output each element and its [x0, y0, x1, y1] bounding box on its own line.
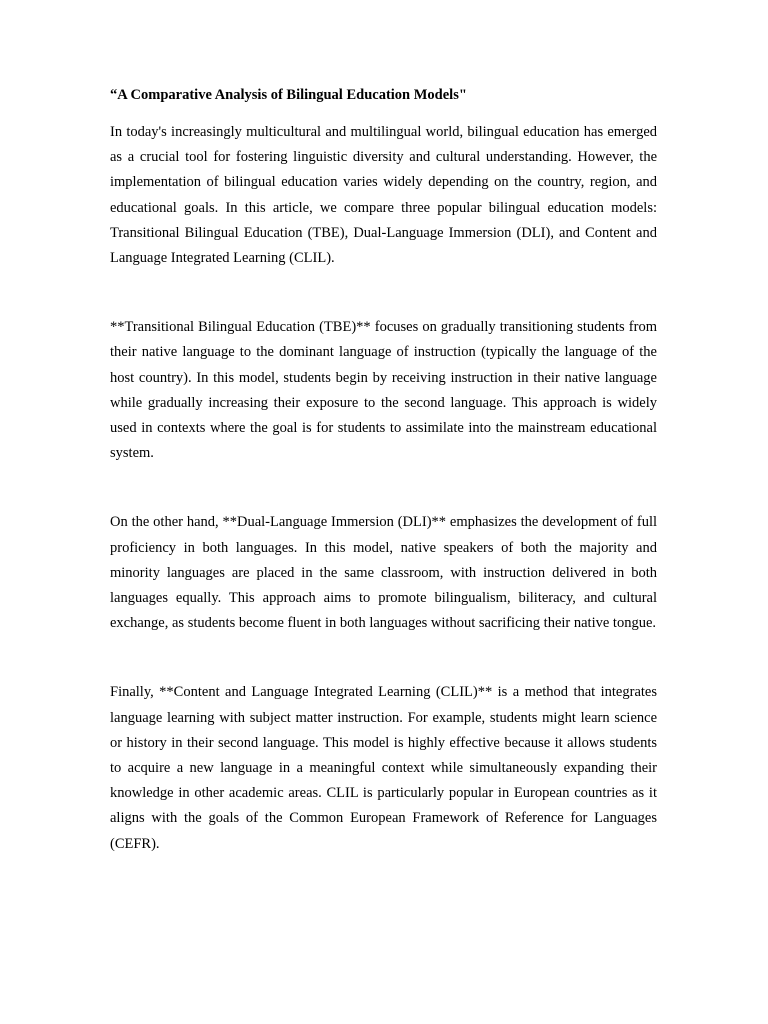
document-body — [110, 84, 657, 857]
paragraph-clil: Finally, **Content and Language Integrated Learning (CLIL)** is a method that integrates language learning with subject matter instruction. For example, students might learn science or history in their second language. This model is highly effective because it allows students to acquire a new language in a meaningful context while simultaneously expanding their knowledge in other academic areas. CLIL is particularly popular in European countries as it aligns with the goals of the Common European Framework of Reference for Languages (CEFR). — [110, 684, 657, 852]
paragraph-introduction: In today's increasingly multicultural and multilingual world, bilingual education has emerged as a crucial tool for fostering linguistic diversity and cultural understanding. However, the implementation of bilingual education varies widely depending on the country, region, and educational goals. In this article, we compare three popular bilingual education models: Transitional Bilingual Education (TBE), Dual-Language Immersion (DLI), and Content and Language Integrated Learning (CLIL). — [110, 124, 657, 267]
paragraph-dli: On the other hand, **Dual-Language Immersion (DLI)** emphasizes the development of full proficiency in both languages. In this model, native speakers of both the majority and minority languages are placed in the same classroom, with instruction delivered in both languages equally. This approach aims to promote bilingualism, biliteracy, and cultural exchange, as students become fluent in both languages without sacrificing their native tongue. — [110, 514, 657, 632]
document-title: “A Comparative Analysis of Bilingual Education Models" — [110, 87, 467, 103]
paragraph-tbe: **Transitional Bilingual Education (TBE)** focuses on gradually transitioning students from their native language to the dominant language of instruction (typically the language of the host country). In this model, students begin by receiving instruction in their native language while gradually increasing their exposure to the second language. This approach is widely used in contexts where the goal is for students to assimilate into the mainstream educational system. — [110, 319, 657, 462]
